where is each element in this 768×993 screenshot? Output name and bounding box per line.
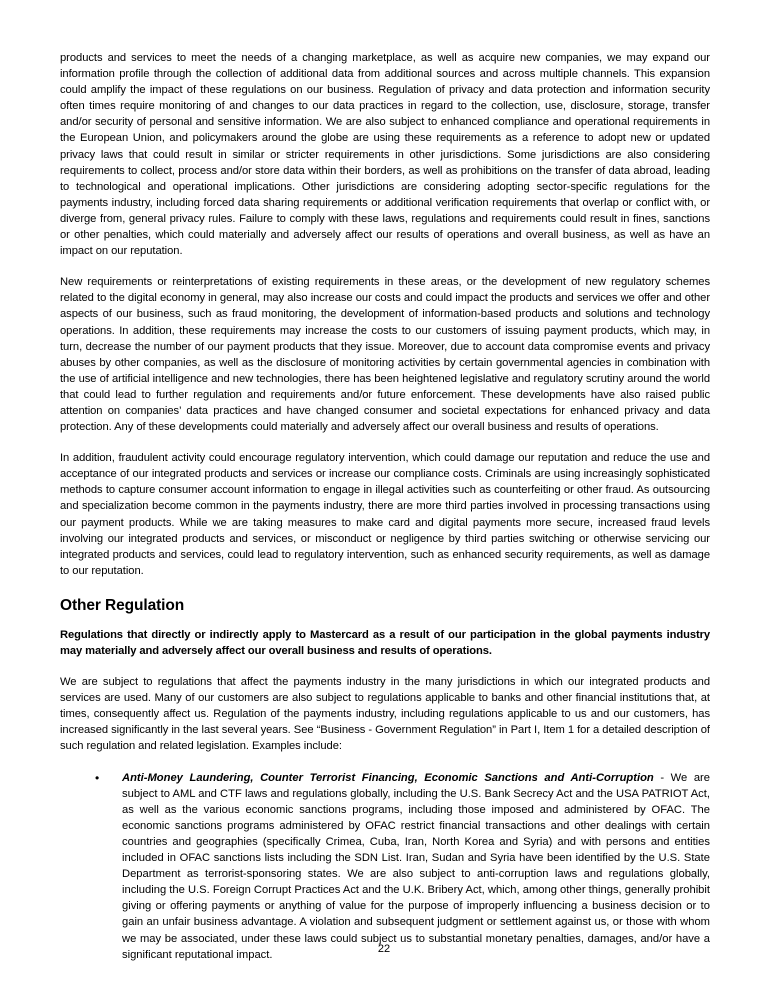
section-heading: Other Regulation — [60, 596, 185, 614]
bullet-list — [60, 770, 710, 963]
paragraph-3: In addition, fraudulent activity could encourage regulatory intervention, which could damage our reputation and reduce the use and acceptance of our integrated products and services or increase our compliance costs. Criminals are using increasingly sophisticated methods to capture consumer account information to engage in illegal activities such as counterfeiting or other fraud. As outsourcing and specialization become common in the payments industry, there are more third parties involved in processing transactions using our payment products. While we are taking measures to make card and digital payments more secure, increased fraud levels involving our integrated products and services, or misconduct or negligence by third parties switching or otherwise servicing our integrated products and services, could lead to regulatory intervention, such as enhanced security requirements, as well as damage to our reputation. — [60, 452, 710, 577]
list-item — [60, 770, 710, 963]
paragraph-2: New requirements or reinterpretations of existing requirements in these areas, or the development of new regulatory schemes related to the digital economy in general, may also increase our costs and could impact the products and services we offer and other aspects of our business, such as fraud monitoring, the development of information-based products and solutions and technology operations. In addition, these requirements may increase the costs to our customers of issuing payment products, which may, in turn, decrease the number of our payment products that they issue. Moreover, due to account data compromise events and privacy abuses by other companies, as well as the disclosure of monitoring activities by certain governmental agencies in combination with the use of artificial intelligence and new technologies, there has been heightened legislative and regulatory scrutiny around the world that could lead to further regulation and requirements and/or future enforcement. These developments have also raised public attention on companies’ data practices and have changed consumer and societal expectations for enhanced privacy and data protection. Any of these developments could materially and adversely affect our overall business and results of operations. — [60, 276, 710, 434]
page-content — [60, 50, 710, 975]
bullet-marker: • — [95, 770, 100, 785]
paragraph-1: products and services to meet the needs of a changing marketplace, as well as acquire new companies, we may expand our information profile through the collection of additional data from additional sources and across multiple channels. This expansion could amplify the impact of these regulations on our business. Regulation of privacy and data protection and information security often times require monitoring of and changes to our data practices in regard to the collection, use, disclosure, storage, transfer and/or security of personal and sensitive information. We are also subject to enhanced compliance and operational requirements in the European Union, and policymakers around the globe are using these requirements as a reference to adopt new or updated privacy laws that could result in similar or stricter requirements in other jurisdictions. Some jurisdictions are also considering requirements to collect, process and/or store data within their borders, as well as prohibitions on the transfer of data abroad, leading to technological and operational implications. Other jurisdictions are considering adopting sector-specific regulations for the payments industry, including forced data sharing requirements or additional verification requirements that overlap or conflict with, or diverge from, general privacy rules. Failure to comply with these laws, regulations and requirements could result in fines, sanctions or other penalties, which could materially and adversely affect our results of operations and overall business, as well as have an impact on our reputation. — [60, 52, 710, 258]
bullet-lead-text: Anti-Money Laundering, Counter Terrorist Financing, Economic Sanctions and Anti-Corruption — [122, 771, 654, 784]
post-lead-paragraph: We are subject to regulations that affect the payments industry in the many jurisdictions in which our integrated products and services are used. Many of our customers are also subject to regulations applicable to banks and other financial institutions that, at times, consequently affect us. Regulation of the payments industry, including regulations applicable to us and our customers, has increased significantly in the last several years. See “Business - Government Regulation” in Part I, Item 1 for a detailed description of such regulation and related legislation. Examples include: — [60, 676, 710, 753]
page-number: 22 — [377, 943, 391, 955]
lead-paragraph: Regulations that directly or indirectly apply to Mastercard as a result of our participation in the global payments industry may materially and adversely affect our overall business and results of operations. — [60, 628, 710, 657]
bullet-body-text: - We are subject to AML and CTF laws and regulations globally, including the U.S. Bank Secrecy Act and the USA PATRIOT Act, as well as the various economic sanctions programs, including those imposed and administered by OFAC. The economic sanctions programs administered by OFAC restrict financial transactions and other dealings with certain countries and geographies (specifically Crimea, Cuba, Iran, North Korea and Syria) and with persons and entities included in OFAC sanctions lists including the SDN List. Iran, Sudan and Syria have been identified by the U.S. State Department as terrorist-sponsoring states. We are also subject to anti-corruption laws and regulations globally, including the U.S. Foreign Corrupt Practices Act and the U.K. Bribery Act, which, among other things, generally prohibit giving or offering payments or anything of value for the purpose of improperly influencing a business decision or to gain an unfair business advantage. A violation and subsequent judgment or settlement against us, or those with whom we may be associated, under these laws could subject us to substantial monetary penalties, damages, and/or have a significant reputational impact. — [122, 771, 710, 961]
